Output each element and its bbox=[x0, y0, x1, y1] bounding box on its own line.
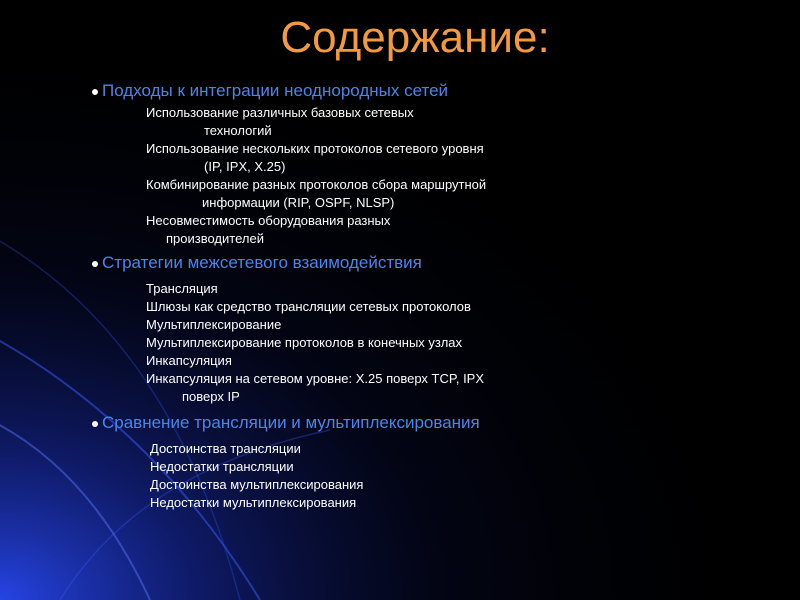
list-item-text: Достоинства мультиплексирования bbox=[150, 477, 364, 492]
list-item-text: Шлюзы как средство трансляции сетевых протоколов bbox=[146, 299, 471, 314]
outline-section bbox=[92, 78, 752, 248]
list-item-continuation: поверх IP bbox=[182, 389, 240, 404]
list-item-text: Использование нескольких протоколов сетевого уровня bbox=[146, 141, 484, 156]
list-item-text: Недостатки мультиплексирования bbox=[150, 495, 357, 510]
list-item-text: Мультиплексирование bbox=[146, 317, 282, 332]
list-item-continuation: технологий bbox=[204, 123, 272, 138]
bullet-dot-icon bbox=[92, 261, 98, 267]
outline-section bbox=[92, 410, 752, 512]
list-item-text: Недостатки трансляции bbox=[150, 459, 294, 474]
list-item bbox=[146, 334, 752, 352]
slide-title: Содержание: bbox=[280, 13, 550, 62]
list-item-text: Трансляция bbox=[146, 281, 218, 296]
list-item bbox=[146, 140, 752, 176]
list-item-continuation: (IP, IPX, X.25) bbox=[204, 159, 286, 174]
section-heading-row bbox=[92, 250, 752, 276]
list-item bbox=[150, 494, 752, 512]
list-item-text: Инкапсуляция на сетевом уровне: X.25 поверх TCP, IPX bbox=[146, 371, 485, 386]
bullet-dot-icon bbox=[92, 421, 98, 427]
list-item bbox=[146, 104, 752, 140]
list-item-continuation: производителей bbox=[166, 231, 264, 246]
section-heading-row bbox=[92, 78, 752, 104]
bullet-dot-icon bbox=[92, 89, 98, 95]
list-item bbox=[146, 316, 752, 334]
list-item bbox=[150, 458, 752, 476]
section-items bbox=[146, 280, 752, 406]
list-item-text: Комбинирование разных протоколов сбора маршрутной bbox=[146, 177, 487, 192]
section-heading-row bbox=[92, 410, 752, 436]
list-item-text: Достоинства трансляции bbox=[150, 441, 301, 456]
list-item-text: Мультиплексирование протоколов в конечных узлах bbox=[146, 335, 463, 350]
list-item bbox=[146, 370, 752, 406]
list-item bbox=[150, 440, 752, 458]
list-item bbox=[146, 280, 752, 298]
section-items bbox=[150, 440, 752, 512]
section-heading: Сравнение трансляции и мультиплексирования bbox=[102, 413, 480, 432]
list-item-text: Инкапсуляция bbox=[146, 353, 232, 368]
list-item-continuation: информации (RIP, OSPF, NLSP) bbox=[202, 195, 395, 210]
section-heading: Стратегии межсетевого взаимодействия bbox=[102, 253, 422, 272]
list-item-text: Несовместимость оборудования разных bbox=[146, 213, 391, 228]
list-item-text: Использование различных базовых сетевых bbox=[146, 105, 414, 120]
list-item bbox=[146, 298, 752, 316]
section-items bbox=[146, 104, 752, 248]
list-item bbox=[146, 212, 752, 248]
outline-section bbox=[92, 250, 752, 406]
section-heading: Подходы к интеграции неоднородных сетей bbox=[102, 81, 449, 100]
list-item bbox=[146, 176, 752, 212]
content-outline bbox=[92, 78, 752, 512]
list-item bbox=[150, 476, 752, 494]
list-item bbox=[146, 352, 752, 370]
